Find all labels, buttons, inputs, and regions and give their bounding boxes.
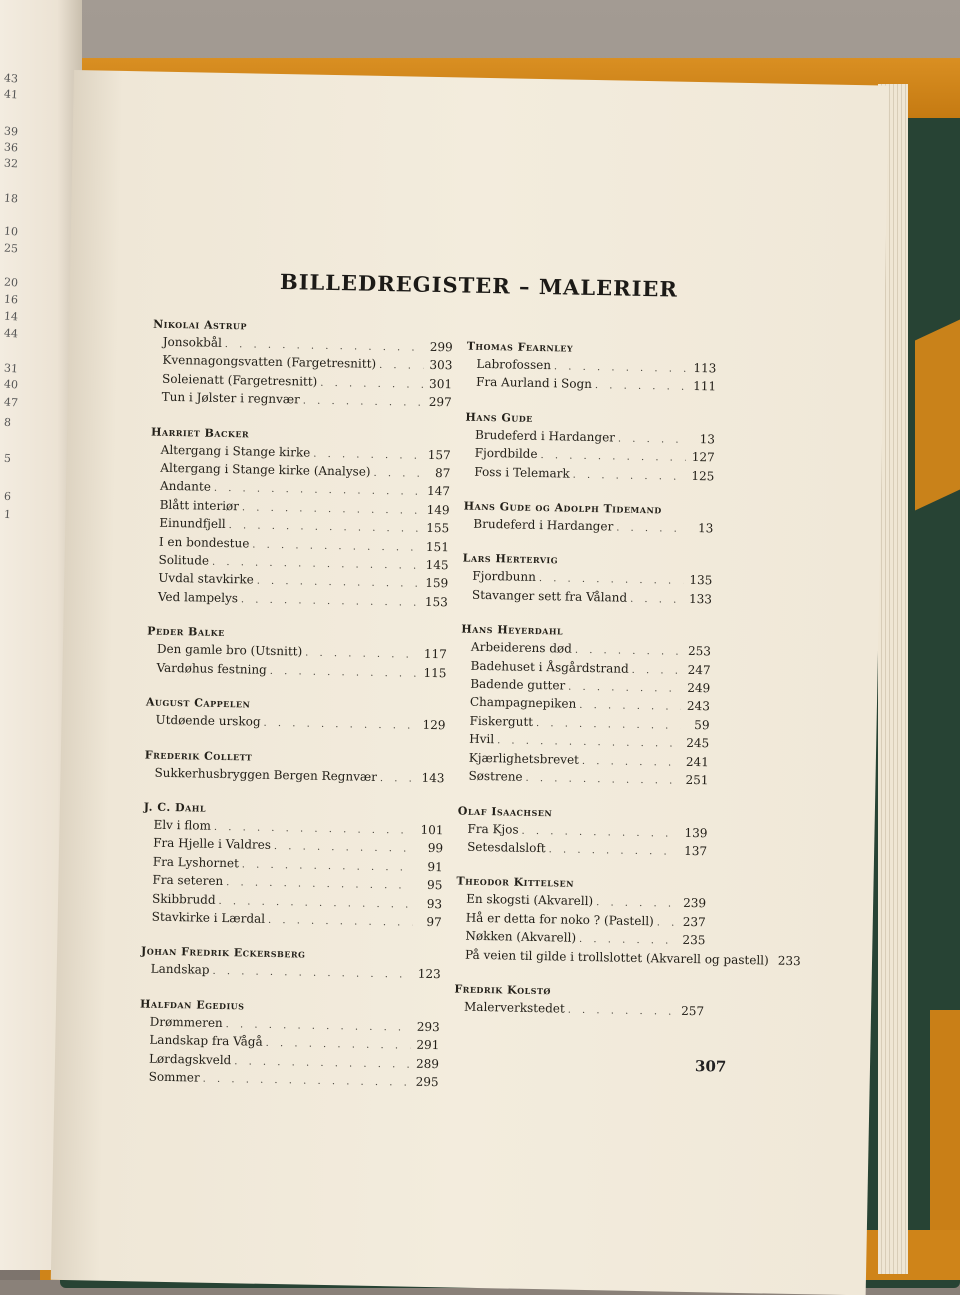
dot-leader bbox=[582, 754, 680, 772]
dot-leader bbox=[263, 716, 416, 735]
dot-leader bbox=[657, 915, 677, 932]
left-page-number: 44 bbox=[4, 327, 19, 341]
page-reference: 245 bbox=[683, 735, 709, 752]
painting-title: Fiskergutt bbox=[469, 713, 533, 731]
left-page-number: 20 bbox=[4, 276, 19, 290]
painting-title: Badehuset i Åsgårdstrand bbox=[470, 657, 628, 676]
painting-title: Fjordbunn bbox=[472, 568, 536, 586]
page-title: BILLEDREGISTER – MALERIER bbox=[280, 269, 678, 302]
painting-title: Sommer bbox=[149, 1069, 200, 1086]
left-page-number: 36 bbox=[4, 141, 19, 155]
page-reference: 125 bbox=[688, 467, 714, 484]
dot-leader bbox=[568, 1003, 676, 1021]
dot-leader bbox=[536, 716, 681, 735]
dot-leader bbox=[274, 839, 414, 858]
page-reference: 91 bbox=[417, 858, 443, 875]
page-reference: 151 bbox=[423, 538, 449, 555]
dot-leader bbox=[596, 895, 677, 913]
dot-leader bbox=[242, 857, 414, 877]
dot-leader bbox=[595, 378, 687, 396]
painting-title: Fra Hjelle i Valdres bbox=[153, 835, 271, 854]
dot-leader bbox=[616, 521, 684, 539]
page-reference: 301 bbox=[426, 376, 452, 393]
left-page-number: 25 bbox=[4, 242, 19, 256]
page-reference: 139 bbox=[681, 824, 707, 841]
dot-leader bbox=[568, 680, 681, 699]
page-reference: 157 bbox=[425, 446, 451, 463]
artist-heading: Frederik Collett bbox=[145, 748, 445, 767]
page-reference: 13 bbox=[687, 520, 713, 537]
artist-heading: Hans Heyerdahl bbox=[461, 623, 711, 641]
index-page bbox=[51, 70, 889, 1295]
painting-title: Den gamle bro (Utsnitt) bbox=[157, 641, 303, 660]
painting-title: Skibbrudd bbox=[152, 890, 216, 908]
page-reference: 111 bbox=[690, 378, 716, 395]
page-reference: 133 bbox=[686, 591, 712, 608]
dot-leader bbox=[379, 358, 424, 375]
painting-title: Stavanger sett fra Våland bbox=[472, 587, 627, 606]
page-reference: 113 bbox=[690, 360, 716, 377]
page-reference: 289 bbox=[413, 1055, 439, 1072]
page-number: 307 bbox=[695, 1057, 727, 1076]
page-reference: 241 bbox=[683, 754, 709, 771]
left-page-number: 14 bbox=[4, 310, 19, 324]
painting-title: Setesdalsloft bbox=[467, 839, 546, 857]
page-reference: 155 bbox=[423, 520, 449, 537]
artist-heading: Theodor Kittelsen bbox=[456, 875, 706, 893]
painting-title: Fjordbilde bbox=[475, 445, 538, 463]
artist-heading: Harriet Backer bbox=[151, 425, 451, 444]
page-reference: 145 bbox=[422, 557, 448, 574]
painting-title: Kjærlighetsbrevet bbox=[469, 749, 579, 768]
dot-leader bbox=[270, 664, 418, 683]
dot-leader bbox=[252, 537, 420, 557]
page-reference: 291 bbox=[413, 1037, 439, 1054]
painting-title: Soleienatt (Fargetresnitt) bbox=[162, 371, 318, 390]
dot-leader bbox=[257, 574, 420, 594]
dot-leader bbox=[575, 643, 682, 661]
dot-leader bbox=[579, 698, 681, 716]
painting-title: Nøkken (Akvarell) bbox=[465, 928, 576, 947]
painting-title: Kvennagongsvatten (Fargetresnitt) bbox=[162, 352, 376, 373]
painting-title: Brudeferd i Hardanger bbox=[475, 427, 615, 446]
painting-title: Foss i Telemark bbox=[474, 463, 570, 481]
index-entry bbox=[141, 961, 441, 985]
page-reference: 115 bbox=[420, 664, 446, 681]
painting-title: Brudeferd i Hardanger bbox=[473, 516, 613, 535]
painting-title: En skogsti (Akvarell) bbox=[466, 891, 593, 910]
page-reference: 147 bbox=[424, 483, 450, 500]
page-reference: 127 bbox=[689, 449, 715, 466]
page-reference: 233 bbox=[775, 952, 801, 969]
left-page-number: 8 bbox=[4, 416, 12, 429]
artist-heading: Johan Fredrik Eckersberg bbox=[141, 945, 441, 964]
page-reference: 137 bbox=[681, 843, 707, 860]
page-reference: 149 bbox=[423, 502, 449, 519]
index-entry bbox=[455, 946, 705, 969]
artist-heading: Fredrik Kolstø bbox=[454, 982, 704, 1000]
painting-title: Ved lampelys bbox=[158, 589, 238, 607]
left-page-number: 10 bbox=[4, 225, 19, 239]
page-reference: 297 bbox=[426, 394, 452, 411]
page-reference: 129 bbox=[419, 717, 445, 734]
right-index-column bbox=[454, 340, 717, 1022]
artist-heading: Lars Hertervig bbox=[463, 552, 713, 570]
artist-heading: Hans Gude bbox=[465, 410, 715, 428]
dot-leader bbox=[234, 1054, 410, 1074]
page-reference: 303 bbox=[426, 357, 452, 374]
page-reference: 243 bbox=[684, 698, 710, 715]
dot-leader bbox=[242, 500, 421, 520]
artist-heading: Nikolai Astrup bbox=[153, 318, 453, 337]
page-reference: 153 bbox=[422, 594, 448, 611]
dot-leader bbox=[618, 431, 686, 449]
left-index-column bbox=[138, 318, 453, 1093]
page-reference: 247 bbox=[684, 661, 710, 678]
dot-leader bbox=[380, 771, 416, 788]
painting-title: Solitude bbox=[158, 552, 209, 569]
painting-title: Blått interiør bbox=[160, 497, 240, 515]
painting-title: Champagnepiken bbox=[470, 694, 577, 712]
artist-heading: Halfdan Egedius bbox=[140, 997, 440, 1016]
painting-title: Einundfjell bbox=[159, 515, 226, 533]
page-reference: 235 bbox=[679, 932, 705, 949]
dot-leader bbox=[320, 376, 423, 394]
artist-heading: Thomas Fearnley bbox=[467, 340, 717, 358]
dot-leader bbox=[579, 932, 677, 950]
index-entry bbox=[144, 764, 444, 788]
page-reference: 295 bbox=[412, 1074, 438, 1091]
artist-heading: Hans Gude og Adolph Tidemand bbox=[464, 500, 714, 518]
painting-title: Arbeiderens død bbox=[471, 639, 572, 657]
left-page-number: 5 bbox=[4, 452, 12, 465]
left-page-number: 47 bbox=[4, 396, 19, 410]
painting-title: Vardøhus festning bbox=[156, 659, 267, 678]
page-reference: 239 bbox=[680, 895, 706, 912]
painting-title: Utdøende urskog bbox=[155, 712, 260, 730]
painting-title: Landskap bbox=[151, 961, 210, 979]
painting-title: Hå er detta for noko ? (Pastell) bbox=[466, 909, 654, 929]
dot-leader bbox=[203, 1072, 410, 1092]
painting-title: Fra Kjos bbox=[467, 820, 518, 837]
painting-title: Landskap fra Vågå bbox=[149, 1032, 263, 1051]
dot-leader bbox=[241, 592, 419, 612]
left-page-number: 32 bbox=[4, 157, 19, 171]
page-reference: 293 bbox=[414, 1018, 440, 1035]
painting-title: Altergang i Stange kirke bbox=[161, 441, 311, 460]
page-reference: 135 bbox=[686, 572, 712, 589]
painting-title: Lørdagskveld bbox=[149, 1050, 232, 1068]
artist-heading: J. C. Dahl bbox=[144, 800, 444, 819]
painting-title: Fra Lyshornet bbox=[153, 853, 239, 871]
page-reference: 251 bbox=[682, 772, 708, 789]
page-reference: 99 bbox=[417, 840, 443, 857]
painting-title: Tun i Jølster i regnvær bbox=[162, 389, 300, 408]
page-reference: 93 bbox=[416, 895, 442, 912]
dot-leader bbox=[305, 646, 418, 665]
painting-title: Uvdal stavkirke bbox=[158, 570, 254, 588]
left-page-number: 40 bbox=[4, 378, 19, 392]
page-reference: 95 bbox=[416, 877, 442, 894]
painting-title: Labrofossen bbox=[476, 356, 551, 374]
index-entry bbox=[463, 516, 713, 539]
dot-leader bbox=[549, 842, 679, 861]
dot-leader bbox=[525, 771, 679, 790]
page-reference: 159 bbox=[422, 575, 448, 592]
index-entry bbox=[145, 712, 445, 736]
left-page-number: 43 bbox=[4, 72, 19, 86]
page-reference: 299 bbox=[427, 339, 453, 356]
artist-heading: August Cappelen bbox=[146, 696, 446, 715]
page-reference: 123 bbox=[415, 966, 441, 983]
painting-title: Fra seteren bbox=[152, 872, 223, 890]
painting-title: Altergang i Stange kirke (Analyse) bbox=[160, 460, 371, 480]
left-page-number: 39 bbox=[4, 125, 19, 139]
dot-leader bbox=[572, 467, 685, 486]
page-reference: 257 bbox=[678, 1003, 704, 1020]
painting-title: Elv i flom bbox=[153, 817, 211, 835]
page-reference: 237 bbox=[680, 914, 706, 931]
left-page-number: 41 bbox=[4, 88, 19, 102]
painting-title: Badende gutter bbox=[470, 676, 565, 694]
index-entry bbox=[454, 998, 704, 1021]
page-reference: 117 bbox=[421, 646, 447, 663]
page-reference: 253 bbox=[685, 643, 711, 660]
painting-title: I en bondestue bbox=[159, 533, 250, 551]
page-reference: 13 bbox=[689, 431, 715, 448]
book-cover-leather-corner bbox=[915, 320, 960, 511]
page-reference: 87 bbox=[424, 465, 450, 482]
dot-leader bbox=[313, 446, 422, 464]
painting-title: Malerverkstedet bbox=[464, 999, 565, 1017]
page-reference: 143 bbox=[418, 769, 444, 786]
painting-title: Fra Aurland i Sogn bbox=[476, 374, 592, 393]
left-page-number: 1 bbox=[4, 508, 12, 521]
page-reference: 249 bbox=[684, 680, 710, 697]
dot-leader bbox=[632, 662, 682, 679]
painting-title: Andante bbox=[160, 478, 211, 495]
painting-title: Hvil bbox=[469, 731, 494, 748]
dot-leader bbox=[268, 913, 413, 932]
dot-leader bbox=[212, 964, 411, 984]
left-page-number: 31 bbox=[4, 362, 19, 376]
painting-title: Sukkerhusbryggen Bergen Regnvær bbox=[154, 764, 377, 785]
page-reference: 59 bbox=[683, 717, 709, 734]
painting-title: Søstrene bbox=[468, 768, 522, 785]
painting-title: Jonsokbål bbox=[163, 334, 222, 352]
dot-leader bbox=[303, 394, 423, 413]
left-page-number: 6 bbox=[4, 490, 12, 503]
painting-title: Stavkirke i Lærdal bbox=[152, 909, 266, 928]
dot-leader bbox=[373, 466, 421, 483]
artist-heading: Olaf Isaachsen bbox=[458, 804, 708, 822]
page-reference: 97 bbox=[416, 914, 442, 931]
artist-heading: Peder Balke bbox=[147, 625, 447, 644]
dot-leader bbox=[266, 1036, 411, 1055]
painting-title: Drømmeren bbox=[150, 1013, 223, 1031]
dot-leader bbox=[630, 592, 683, 609]
left-page-number: 16 bbox=[4, 293, 19, 307]
left-page-number: 18 bbox=[4, 192, 19, 206]
painting-title: På veien til gilde i trollslottet (Akvarell og pastell) bbox=[465, 946, 769, 968]
page-reference: 101 bbox=[417, 822, 443, 839]
